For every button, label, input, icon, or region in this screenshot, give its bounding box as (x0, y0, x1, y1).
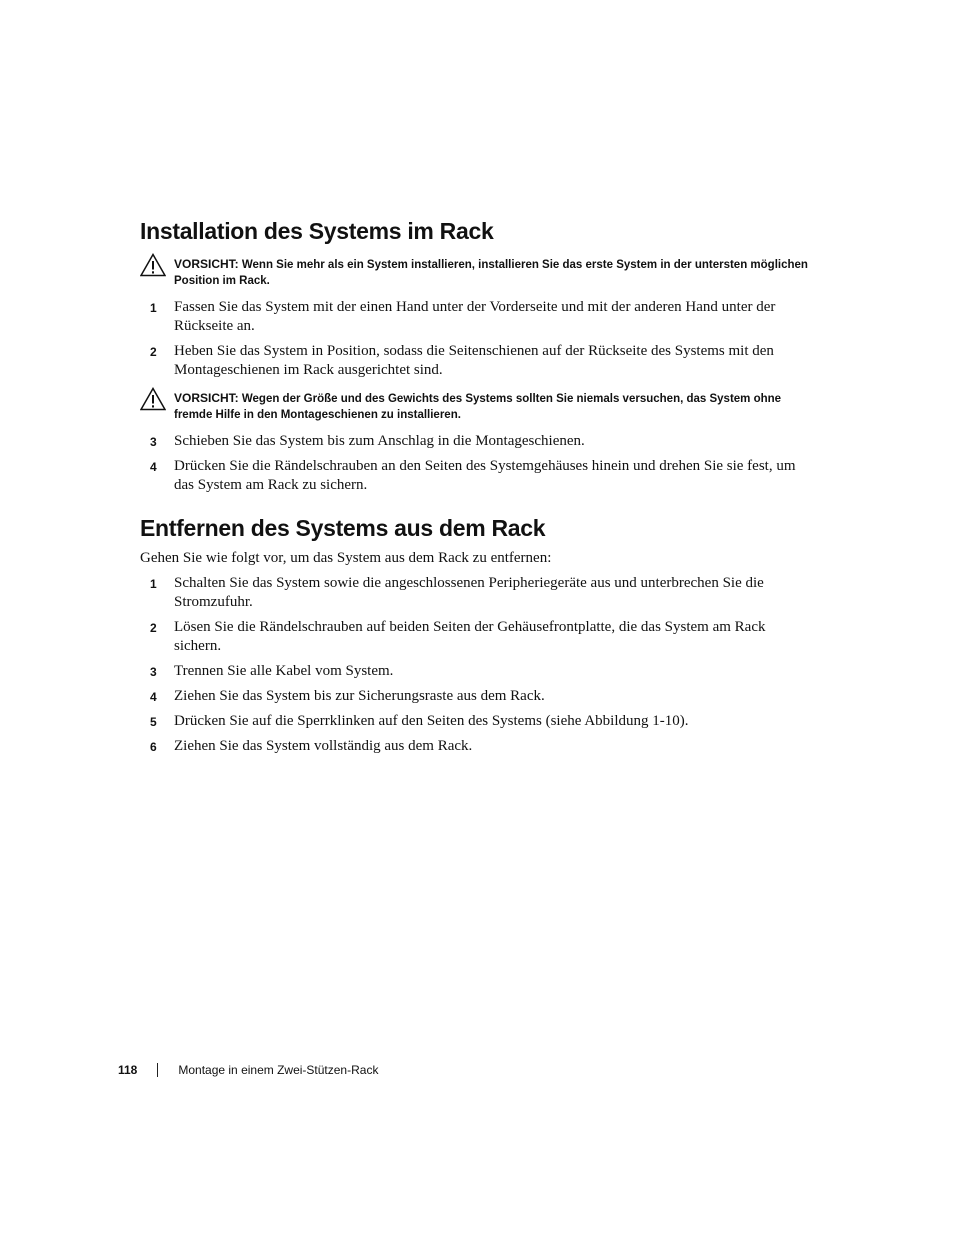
step-text: Drücken Sie die Rändelschrauben an den Seiten des Systemgehäuses hinein und drehen Sie sie fest, um das System am Rack zu sichern. (174, 458, 796, 493)
installation-steps-a (140, 298, 810, 380)
list-item (140, 298, 810, 336)
list-item (140, 432, 810, 451)
caution-text: Wenn Sie mehr als ein System installieren, installieren Sie das erste System in der untersten möglichen Position im Rack. (174, 259, 808, 287)
step-number: 1 (150, 301, 157, 315)
step-number: 5 (150, 715, 157, 729)
list-item (140, 687, 810, 706)
removal-steps (140, 574, 810, 756)
caution-label: VORSICHT: (174, 391, 239, 405)
removal-intro: Gehen Sie wie folgt vor, um das System aus dem Rack zu entfernen: (140, 550, 552, 566)
step-number: 4 (150, 460, 157, 474)
warning-triangle-icon (140, 387, 166, 411)
list-item (140, 737, 810, 756)
section-title-removal: Entfernen des Systems aus dem Rack (140, 515, 546, 541)
step-text: Lösen Sie die Rändelschrauben auf beiden Seiten der Gehäusefrontplatte, die das System am Rack sichern. (174, 619, 766, 654)
list-item (140, 618, 810, 656)
section-title-installation: Installation des Systems im Rack (140, 218, 494, 244)
step-text: Ziehen Sie das System bis zur Sicherungsraste aus dem Rack. (174, 688, 545, 704)
page-number: 118 (118, 1063, 138, 1077)
caution-note-2 (140, 390, 810, 423)
step-text: Fassen Sie das System mit der einen Hand unter der Vorderseite und mit der anderen Hand unter der Rückseite an. (174, 299, 776, 334)
step-text: Ziehen Sie das System vollständig aus dem Rack. (174, 738, 473, 754)
caution-label: VORSICHT: (174, 257, 239, 271)
caution-note-1 (140, 256, 810, 289)
step-text: Heben Sie das System in Position, sodass die Seitenschienen auf der Rückseite des Systems mit den Montageschienen im Rack ausgerichtet sind. (174, 343, 774, 378)
chapter-title: Montage in einem Zwei-Stützen-Rack (178, 1063, 379, 1077)
step-number: 1 (150, 577, 157, 591)
step-number: 3 (150, 435, 157, 449)
page-footer (118, 1061, 378, 1079)
step-text: Drücken Sie auf die Sperrklinken auf den Seiten des Systems (siehe Abbildung 1-10). (174, 713, 689, 729)
footer-divider (157, 1063, 158, 1077)
step-number: 2 (150, 621, 157, 635)
list-item (140, 342, 810, 380)
main-content (140, 216, 810, 762)
installation-steps-b (140, 432, 810, 495)
warning-triangle-icon (140, 253, 166, 277)
list-item (140, 662, 810, 681)
step-number: 6 (150, 740, 157, 754)
list-item (140, 574, 810, 612)
step-text: Schalten Sie das System sowie die angeschlossenen Peripheriegeräte aus und unterbrechen Sie die Stromzufuhr. (174, 575, 764, 610)
step-text: Schieben Sie das System bis zum Anschlag in die Montageschienen. (174, 433, 585, 449)
step-number: 2 (150, 345, 157, 359)
step-number: 3 (150, 665, 157, 679)
list-item (140, 712, 810, 731)
step-text: Trennen Sie alle Kabel vom System. (174, 663, 394, 679)
caution-text: Wegen der Größe und des Gewichts des Systems sollten Sie niemals versuchen, das System ohne fremde Hilfe in den Montageschienen zu installieren. (174, 393, 782, 421)
step-number: 4 (150, 690, 157, 704)
list-item (140, 457, 810, 495)
